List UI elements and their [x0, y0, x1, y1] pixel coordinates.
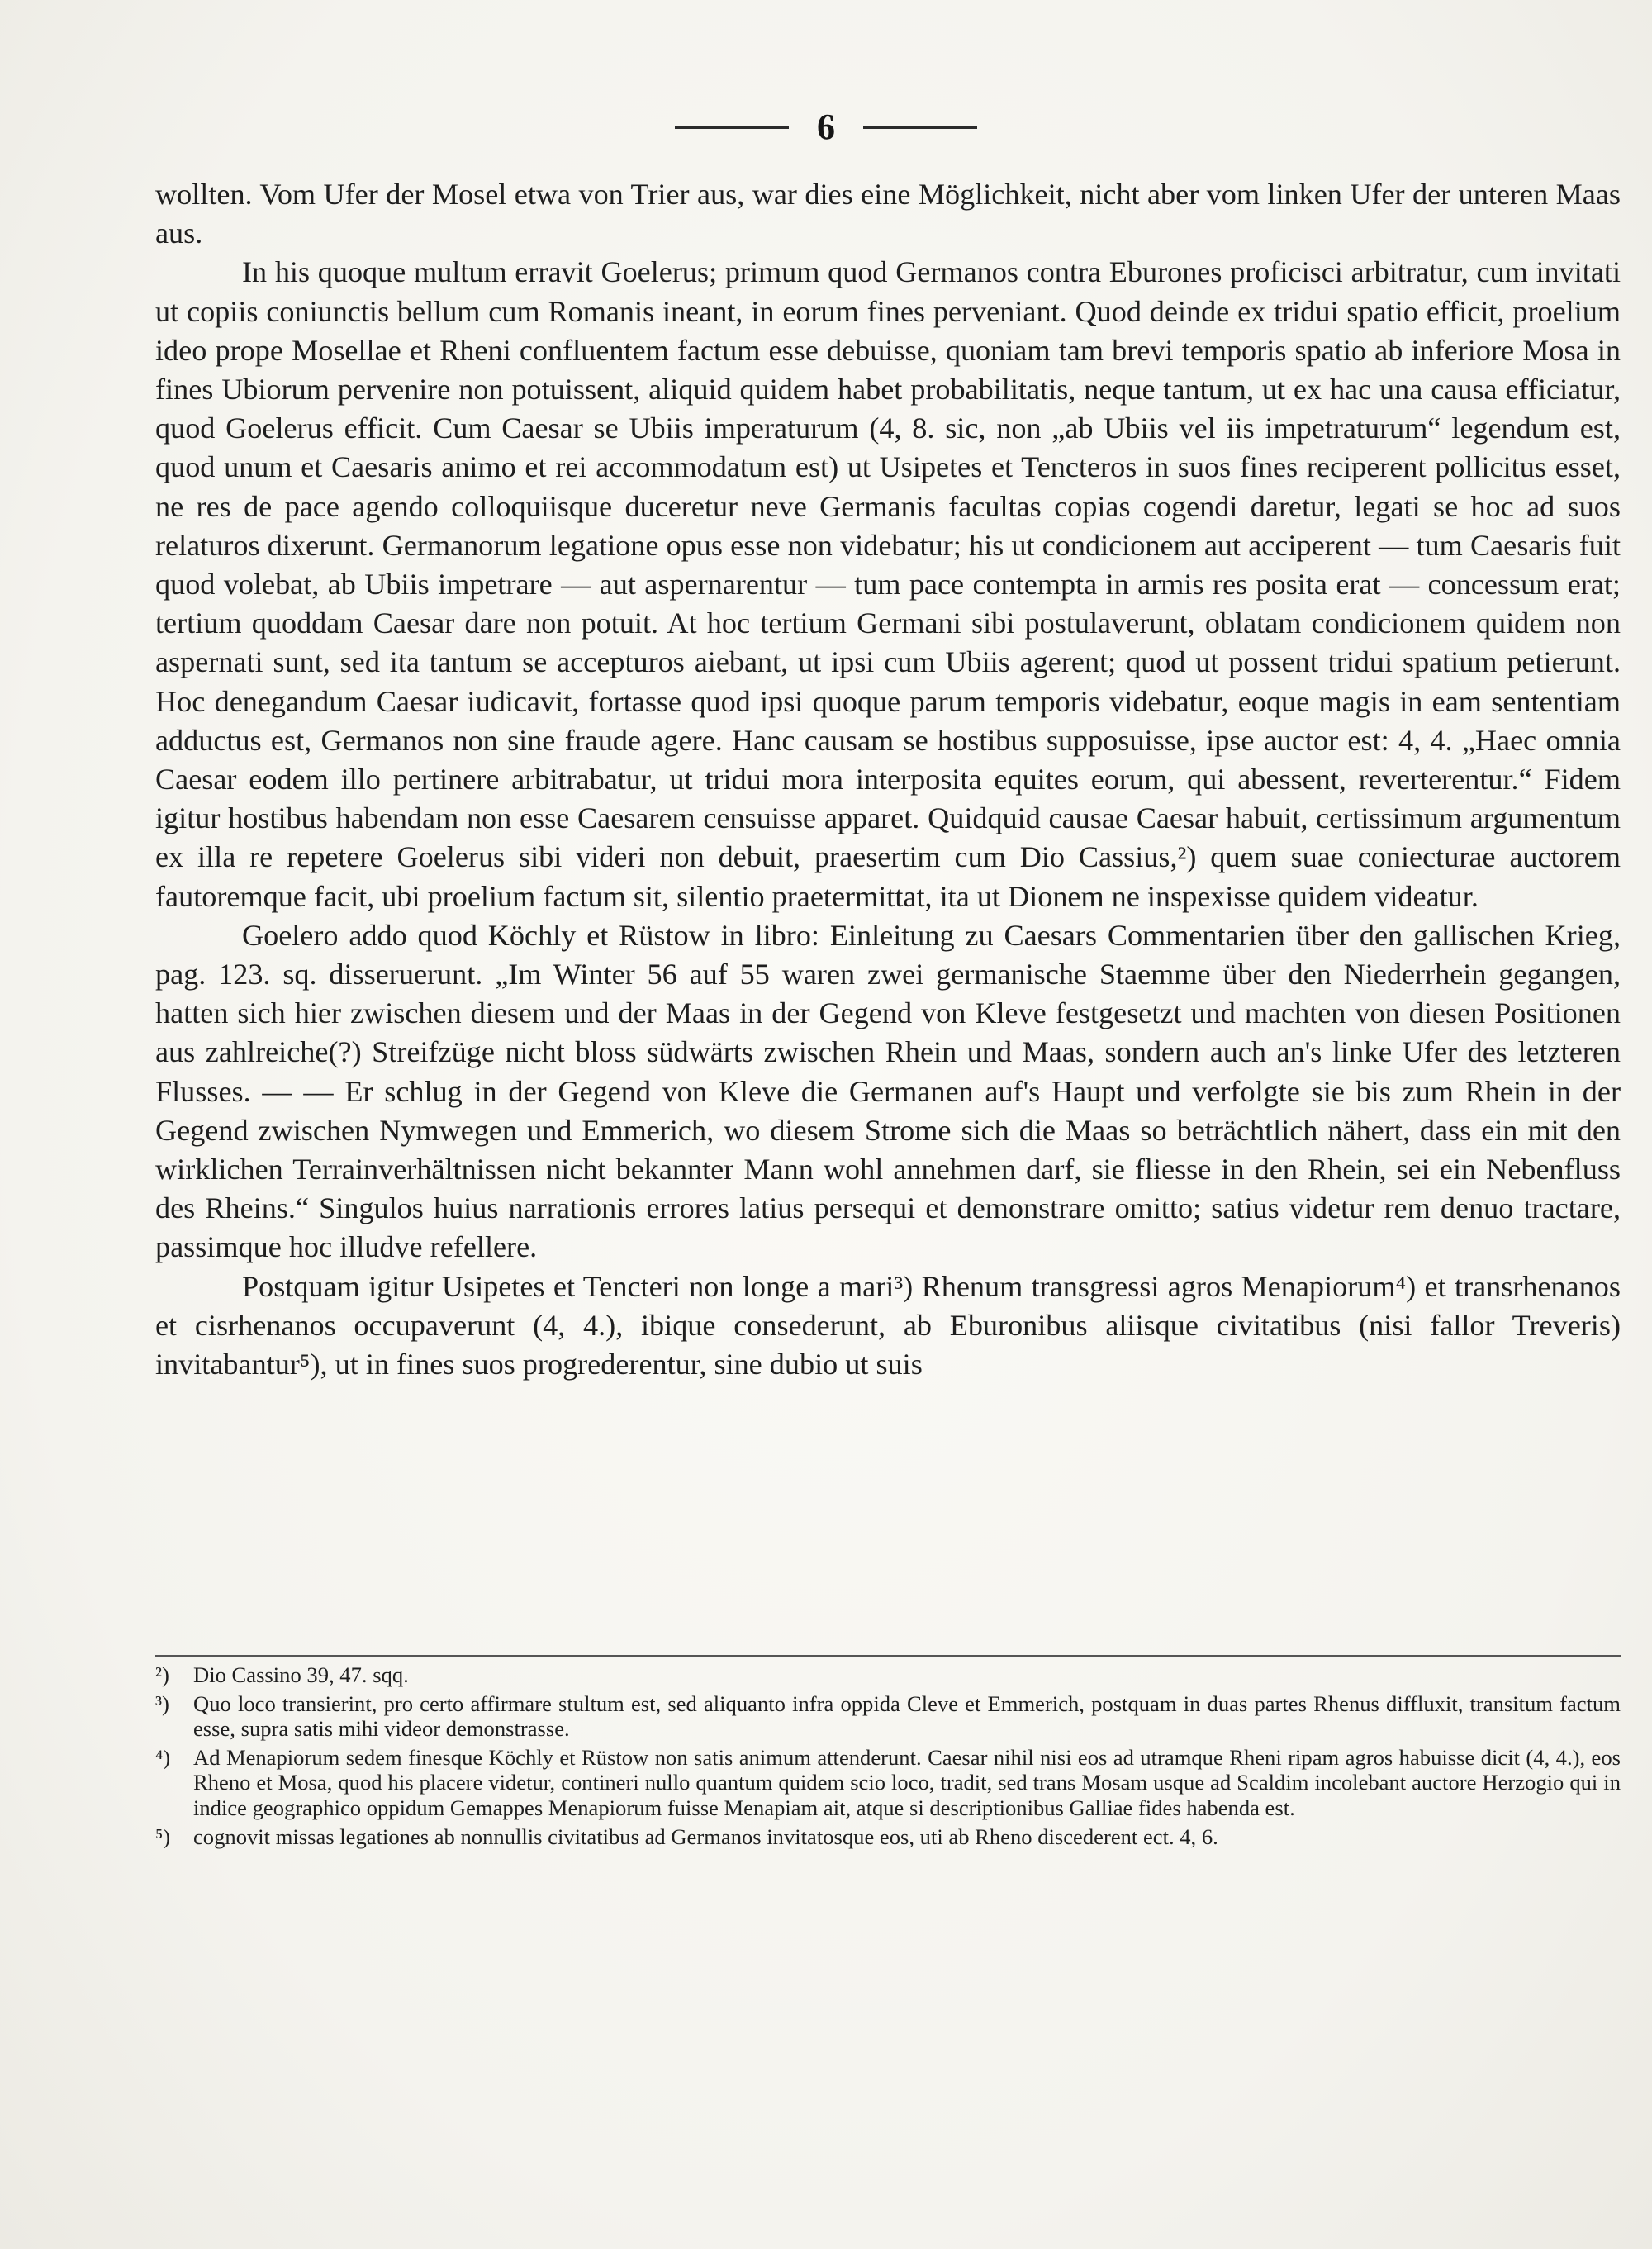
main-text: [155, 175, 1621, 1384]
footnote-marker: ³): [155, 1690, 169, 1716]
footnote-text: Quo loco transierint, pro certo affirmare stultum est, sed aliquanto infra oppida Cleve et Emmerich, postquam in duas partes Rhenus diffluxit, transitum factum esse, supra satis mihi videor demonstrasse.: [193, 1690, 1621, 1742]
paragraph: wollten. Vom Ufer der Mosel etwa von Trier aus, war dies eine Möglichkeit, nicht aber vom linken Ufer der unteren Maas aus.: [155, 178, 1621, 250]
footnote-marker: ⁴): [155, 1744, 171, 1770]
paragraph: Postquam igitur Usipetes et Tencteri non longe a mari³) Rhenum transgressi agros Menapiorum⁴) et transrhenanos et cisrhenanos occupaverunt (4, 4.), ibique consederunt, ab Eburonibus aliisque civitatibus (nisi fallor Treveris) invitabantur⁵), ut in fines suos progrederentur, sine dubio ut suis: [155, 1269, 1621, 1381]
paragraph: Goelero addo quod Köchly et Rüstow in libro: Einleitung zu Caesars Commentarien über den gallischen Krieg, pag. 123. sq. disseruerunt. „Im Winter 56 auf 55 waren zwei germanische Staemme über den Niederrhein gegangen, hatten sich hier zwischen diesem und der Maas in der Gegend von Kleve festgesetzt und machten von diesen Positionen aus zahlreiche(?) Streifzüge nicht bloss südwärts zwischen Rhein und Maas, sondern auch an's linke Ufer des letzteren Flusses. — — Er schlug in der Gegend von Kleve die Germanen auf's Haupt und verfolgte sie bis zum Rhein in der Gegend zwischen Nymwegen und Emmerich, wo diesem Strome sich die Maas so beträchtlich nähert, dass ein mit den wirklichen Terrainverhältnissen nicht bekannter Mann wohl annehmen darf, sie fliesse in den Rhein, sei ein Nebenfluss des Rheins.“ Singulos huius narrationis errores latius persequi et demonstrare omitto; satius videtur rem denuo tractare, passimque hoc illudve refellere.: [155, 918, 1621, 1264]
header-rule-right: [863, 126, 977, 129]
footnote-text: Dio Cassino 39, 47. sqq.: [193, 1662, 409, 1687]
footnote-text: cognovit missas legationes ab nonnullis civitatibus ad Germanos invitatosque eos, uti ab Rheno discederent ect. 4, 6.: [193, 1823, 1218, 1849]
footnote-marker: ²): [155, 1662, 169, 1687]
footnote-marker: ⁵): [155, 1823, 171, 1849]
footnotes: [155, 1662, 1621, 1852]
paragraph: In his quoque multum erravit Goelerus; primum quod Germanos contra Eburones proficisci arbitratur, cum invitati ut copiis coniunctis bellum cum Romanis ineant, in eorum fines perveniant. Quod deinde ex tridui spatio efficit, proelium ideo prope Mosellae et Rheni confluentem factum esse debuisse, quoniam tam brevi temporis spatio ab inferiore Mosa in fines Ubiorum pervenire non potuissent, aliquid quidem habet probabilitatis, neque tantum, ut ex hac una causa efficiatur, quod Goelerus efficit. Cum Caesar se Ubiis imperaturum (4, 8. sic, non „ab Ubiis vel iis impetraturum“ legendum est, quod unum et Caesaris animo et rei accommodatum est) ut Usipetes et Tencteros in suos fines reciperent pollicitus esset, ne res de pace agendo colloquiisque duceretur neve Germanis facultas copias cogendi daretur, legati se hoc ad suos relaturos dixerunt. Germanorum legatione opus esse non videbatur; his ut condicionem aut acciperent — tum Caesaris fuit quod volebat, ab Ubiis impetrare — aut aspernarentur — tum pace contempta in armis res posita erat — concessum erat; tertium quoddam Caesar dare non potuit. At hoc tertium Germani sibi postulaverunt, oblatam condicionem quidem non aspernati sunt, sed ita tantum se accepturos aiebant, ut ipsi cum Ubiis agerent; quod ut possent tridui spatium petierunt. Hoc denegandum Caesar iudicavit, fortasse quod ipsi quoque parum temporis videbatur, eoque magis in eam sententiam adductus est, Germanos non sine fraude agere. Hanc causam se hostibus supposuisse, ipse auctor est: 4, 4. „Haec omnia Caesar eodem illo pertinere arbitrabatur, ut tridui mora interposita equites eorum, qui abessent, reverterentur.“ Fidem igitur hostibus habendam non esse Caesarem censuisse apparet. Quidquid causae Caesar habuit, certissimum argumentum ex illa re repetere Goelerus sibi videri non debuit, praesertim cum Dio Cassius,²) quem suae coniecturae auctorem fautoremque facit, ubi proelium factum sit, silentio praetermittat, ita ut Dionem ne inspexisse quidem videatur.: [155, 255, 1621, 913]
footnote: [155, 1691, 1621, 1742]
footnote-separator: [155, 1655, 1621, 1657]
footnote-text: Ad Menapiorum sedem finesque Köchly et Rüstow non satis animum attenderunt. Caesar nihil nisi eos ad utramque Rheni ripam agros habuisse dicit (4, 4.), eos Rheno et Mosa, quod his placere videtur, contineri nullo quantum quidem scio loco, tradit, sed trans Mosam usque ad Scaldim incolebant auctore Herzogio qui in indice geographico oppidum Gemappes Menapiorum fuisse Menapiam ait, atque si descriptionibus Galliae fides habenda est.: [193, 1744, 1621, 1820]
footnote: [155, 1745, 1621, 1821]
page-header: [0, 109, 1652, 145]
header-rule-left: [675, 126, 789, 129]
page-number: 6: [817, 107, 835, 147]
footnote: [155, 1662, 1621, 1688]
footnote: [155, 1824, 1621, 1850]
